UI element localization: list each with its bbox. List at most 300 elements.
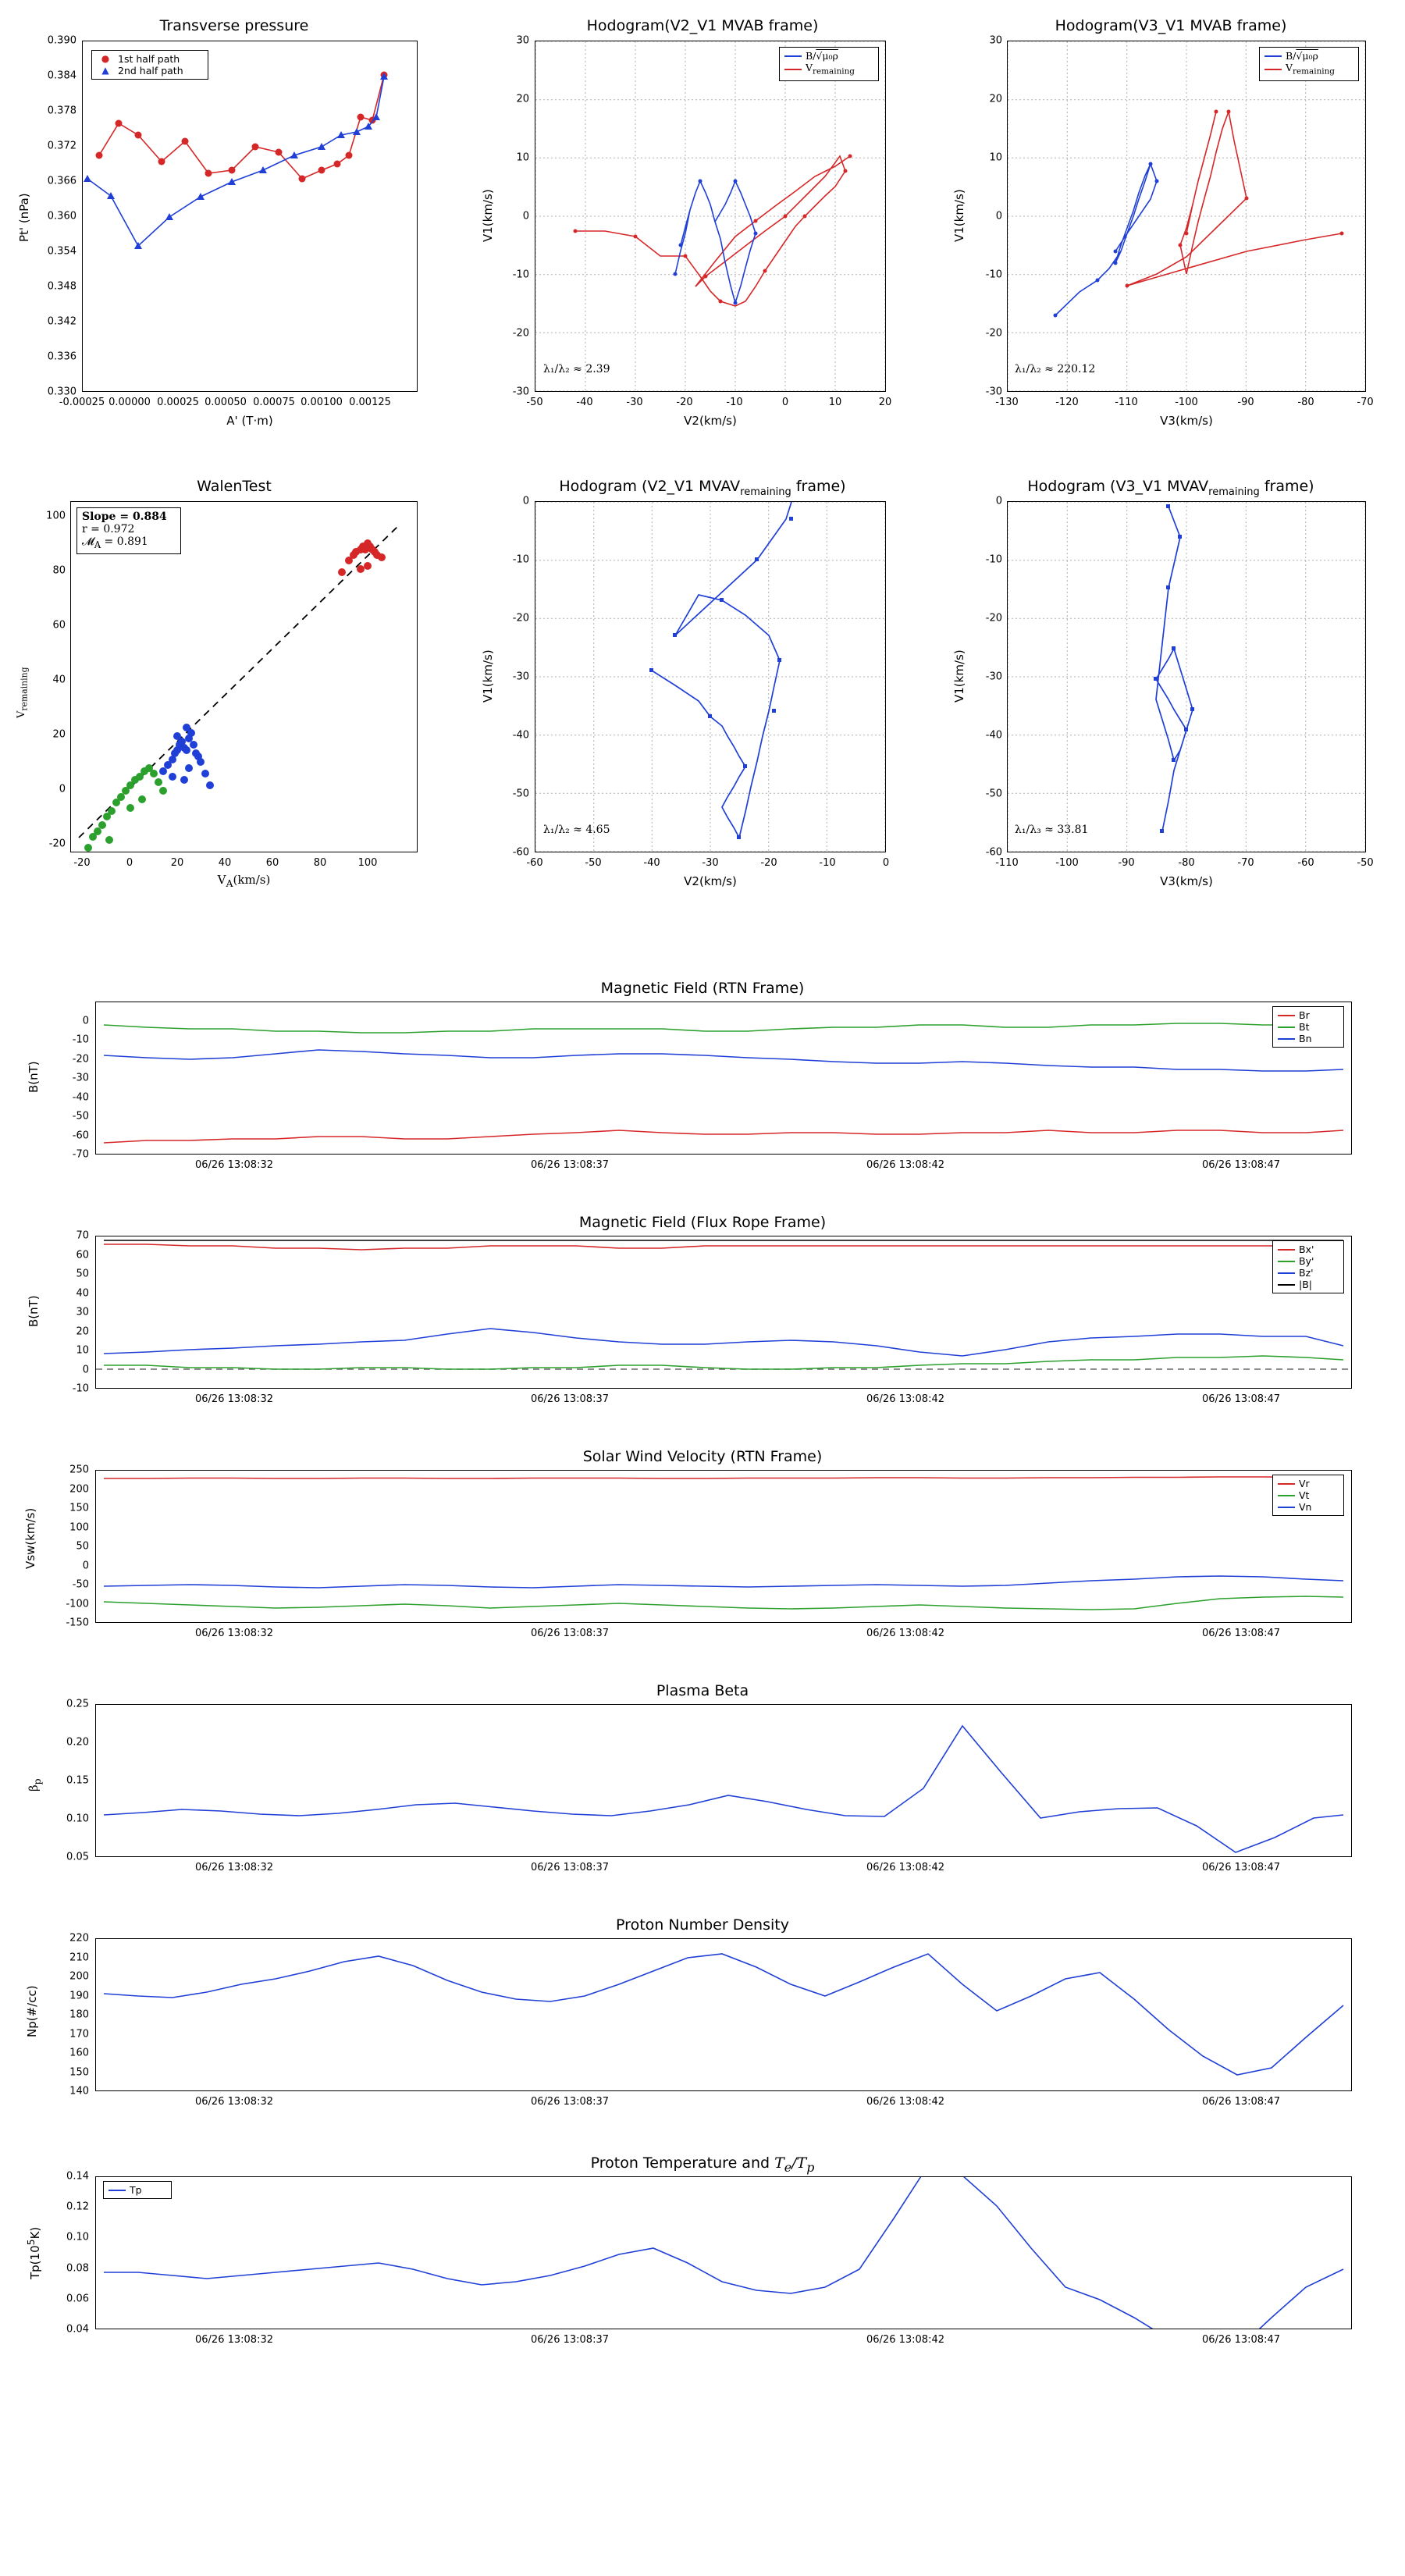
x-axis-label: V3(km/s) (1160, 414, 1213, 428)
xtick: 0.00025 (157, 397, 199, 408)
xtick: 06/26 13:08:42 (866, 1393, 944, 1405)
xtick: -70 (1357, 397, 1374, 408)
ytick: 150 (69, 1502, 89, 1514)
plot-area (1007, 41, 1366, 392)
ytick: 100 (69, 1521, 89, 1533)
panel-title: WalenTest (197, 478, 272, 495)
xtick: -80 (1297, 397, 1314, 408)
series-vr (104, 1477, 1343, 1478)
panel-proton-temperature (0, 2154, 1405, 2373)
tp-svg (96, 2177, 1351, 2329)
xtick: -10 (726, 397, 743, 408)
series-bt (104, 1023, 1343, 1033)
line-swatch-icon (1278, 1272, 1295, 1274)
ytick: 190 (69, 1990, 89, 2001)
plot-area (95, 1938, 1352, 2091)
ytick: 20 (52, 728, 66, 741)
legend-item: Bx' (1278, 1244, 1339, 1255)
panel-title: Hodogram (V2_V1 $MVAV_{remaining}$ frame) (559, 478, 846, 498)
mag-rtn-svg (96, 1002, 1351, 1154)
ytick: 140 (69, 2085, 89, 2097)
line-swatch-icon (1278, 1249, 1295, 1251)
xtick: 0 (781, 397, 789, 408)
xtick: 0 (882, 857, 890, 869)
panel-magnetic-field-rtn (0, 980, 1405, 1198)
series-vt (104, 1596, 1343, 1610)
ytick: -150 (66, 1617, 89, 1629)
ytick: 0 (995, 210, 1002, 222)
ytick: -10 (512, 269, 529, 281)
xtick: -40 (576, 397, 593, 408)
ytick: 0.372 (47, 140, 76, 152)
x-axis-label: A' (T·m) (226, 414, 273, 428)
x-axis-label: $V_A(km/s)$ (217, 873, 271, 889)
xtick: -100 (1055, 857, 1079, 869)
xtick: -10 (819, 857, 836, 869)
xtick: -90 (1237, 397, 1254, 408)
ytick: -30 (512, 671, 529, 683)
ytick: 40 (52, 674, 66, 686)
line-swatch-icon (1278, 1483, 1295, 1485)
ytick: 0.354 (47, 245, 76, 258)
legend-item: B/√μ₀ρ (1264, 50, 1353, 62)
y-axis-label: Vsw(km/s) (23, 1507, 37, 1569)
panel-plasma-beta (0, 1682, 1405, 1901)
panel-hodogram-v3v1-mvav (937, 468, 1405, 906)
ytick: -10 (72, 1034, 89, 1046)
line-swatch-icon (1278, 1284, 1295, 1286)
ytick: -20 (985, 612, 1002, 624)
legend-item: |B| (1278, 1279, 1339, 1290)
ytick: 0 (59, 783, 66, 795)
panel-title: Magnetic Field (RTN Frame) (600, 980, 805, 997)
legend-hodogram-v2v1-mvab (779, 47, 879, 81)
ytick: -40 (985, 729, 1002, 742)
ytick: 150 (69, 2066, 89, 2078)
xtick: -120 (1055, 397, 1079, 408)
legend-item: Br (1278, 1009, 1339, 1021)
ytick: -20 (985, 327, 1002, 340)
xtick: 06/26 13:08:42 (866, 2334, 944, 2346)
ytick: 0 (82, 1364, 89, 1375)
xtick: -90 (1118, 857, 1135, 869)
ytick: 40 (76, 1287, 89, 1299)
ytick: 0.390 (47, 34, 76, 47)
ytick: 30 (76, 1306, 89, 1318)
line-swatch-icon (1278, 1495, 1295, 1496)
series-trajectory (1156, 507, 1193, 831)
series-1st-half-line (99, 75, 384, 179)
panel-proton-number-density (0, 1916, 1405, 2135)
legend-solar-wind-velocity (1272, 1475, 1344, 1516)
legend-item: Tp (108, 2184, 166, 2196)
ytick: 0.12 (66, 2201, 89, 2213)
line-swatch-icon (1278, 1261, 1295, 1262)
xtick: 06/26 13:08:47 (1202, 2096, 1280, 2108)
ytick: -30 (985, 386, 1002, 398)
panel-title: Hodogram(V3_V1 MVAB frame) (1055, 17, 1287, 34)
ytick: -60 (72, 1130, 89, 1141)
ytick: 0.330 (47, 386, 76, 398)
hodogram-v2v1-mvab-svg (535, 41, 885, 391)
xtick: 06/26 13:08:47 (1202, 1393, 1280, 1405)
xtick: -60 (526, 857, 543, 869)
xtick: -30 (626, 397, 643, 408)
ytick: 50 (76, 1540, 89, 1553)
panel-title: Plasma Beta (656, 1682, 749, 1699)
plot-area (535, 41, 886, 392)
ytick: 200 (69, 1970, 89, 1983)
xtick: 06/26 13:08:32 (195, 2096, 273, 2108)
legend-item: Bn (1278, 1033, 1339, 1044)
y-axis-label: B(nT) (27, 1061, 41, 1093)
legend-item: Bt (1278, 1021, 1339, 1033)
legend-item: ● 1st half path (97, 53, 203, 65)
ytick: -50 (72, 1110, 89, 1123)
ytick: -20 (512, 612, 529, 624)
xtick: 0 (126, 857, 133, 869)
xtick: -110 (995, 857, 1019, 869)
ytick: 0.10 (66, 1813, 89, 1825)
ytick: 250 (69, 1464, 89, 1476)
xtick: -20 (676, 397, 693, 408)
panel-title: Transverse pressure (159, 17, 309, 34)
ytick: 30 (989, 34, 1002, 47)
series-b-alfven (1055, 164, 1157, 315)
ytick: -20 (512, 327, 529, 340)
legend-item: Bz' (1278, 1267, 1339, 1279)
xtick: 06/26 13:08:37 (531, 2334, 609, 2346)
line-swatch-icon (1278, 1015, 1295, 1016)
ytick: -30 (512, 386, 529, 398)
xtick: 06/26 13:08:47 (1202, 1628, 1280, 1639)
y-axis-label: B(nT) (27, 1295, 41, 1327)
plot-area (535, 501, 886, 852)
ytick: 100 (46, 510, 66, 522)
ytick: 0.25 (66, 1698, 89, 1710)
xtick: -100 (1175, 397, 1198, 408)
line-swatch-icon (784, 69, 802, 70)
xtick: 06/26 13:08:37 (531, 1862, 609, 1873)
ytick: -10 (512, 553, 529, 566)
ytick: 0 (995, 495, 1002, 507)
y-axis-label: V1(km/s) (952, 189, 966, 242)
legend-item: Vr (1278, 1478, 1339, 1489)
xtick: -50 (1357, 857, 1374, 869)
line-swatch-icon (1264, 69, 1282, 70)
legend-magnetic-field-flux-rope (1272, 1240, 1344, 1293)
series-v-remaining (1127, 112, 1342, 286)
ytick: -10 (985, 269, 1002, 281)
eigenvalue-ratio-annotation: λ₁/λ₃ ≈ 33.81 (1015, 824, 1089, 836)
panel-solar-wind-velocity (0, 1448, 1405, 1667)
series-trajectory-markers (649, 517, 793, 839)
xtick: -80 (1178, 857, 1195, 869)
walen-r: r = 0.972 (82, 523, 135, 535)
ytick: -10 (985, 553, 1002, 566)
ytick: 220 (69, 1932, 89, 1944)
legend-proton-temperature (103, 2181, 172, 2199)
ytick: 10 (516, 151, 529, 164)
line-swatch-icon (108, 2190, 126, 2191)
xtick: 06/26 13:08:32 (195, 1628, 273, 1639)
triangle-marker-icon: ▲ (101, 65, 109, 76)
xtick: 06/26 13:08:37 (531, 1159, 609, 1171)
ytick: -100 (66, 1598, 89, 1610)
ytick: -50 (512, 788, 529, 800)
xtick: -0.00025 (59, 397, 105, 408)
ytick: -10 (72, 1382, 89, 1395)
ytick: 210 (69, 1952, 89, 1963)
series-tp (104, 2177, 1343, 2329)
xtick: -20 (73, 857, 91, 869)
legend-item: $V_{remaining}$ (784, 62, 873, 78)
mag-fluxrope-svg (96, 1236, 1351, 1388)
hodogram-v2v1-mvav-svg (535, 502, 885, 852)
ytick: 0.14 (66, 2170, 89, 2183)
legend-item: $V_{remaining}$ (1264, 62, 1353, 78)
legend-item: Vn (1278, 1501, 1339, 1513)
xtick: 0.00050 (205, 397, 247, 408)
legend-hodogram-v3v1-mvab (1259, 47, 1359, 81)
xtick: 06/26 13:08:47 (1202, 1862, 1280, 1873)
series-trajectory (652, 502, 791, 838)
panel-title: Proton Number Density (616, 1916, 789, 1934)
ytick: 200 (69, 1483, 89, 1495)
series-v-remaining-markers (1126, 110, 1344, 288)
y-axis-label: Np(#/cc) (25, 1985, 39, 2037)
series-br (104, 1130, 1343, 1143)
eigenvalue-ratio-annotation: λ₁/λ₂ ≈ 4.65 (543, 824, 610, 836)
transverse-pressure-svg (83, 41, 417, 391)
panel-title: Hodogram (V3_V1 $MVAV_{remaining}$ frame) (1027, 478, 1314, 498)
panel-transverse-pressure (0, 8, 468, 445)
panel-title: Solar Wind Velocity (RTN Frame) (582, 1448, 823, 1465)
xtick: -50 (585, 857, 602, 869)
ytick: 160 (69, 2047, 89, 2059)
line-swatch-icon (784, 55, 802, 57)
legend-magnetic-field-rtn (1272, 1006, 1344, 1048)
xtick: 0.00000 (108, 397, 151, 408)
x-axis-label: V3(km/s) (1160, 874, 1213, 888)
xtick: 06/26 13:08:37 (531, 1393, 609, 1405)
line-swatch-icon (1264, 55, 1282, 57)
ytick: 0 (522, 210, 529, 222)
panel-walen-test (0, 468, 468, 906)
ytick: 60 (76, 1249, 89, 1261)
line-swatch-icon (1278, 1038, 1295, 1040)
line-swatch-icon (1278, 1507, 1295, 1508)
xtick: 100 (357, 857, 378, 869)
ytick: 0.10 (66, 2231, 89, 2243)
xtick: 60 (265, 857, 279, 869)
panel-hodogram-v2v1-mvab (468, 8, 937, 445)
series-bn (104, 1050, 1343, 1071)
series-vn (104, 1576, 1343, 1588)
series-cluster-green (71, 764, 167, 852)
ytick: 20 (516, 93, 529, 105)
ytick: -30 (72, 1072, 89, 1084)
ytick: 0.366 (47, 175, 76, 187)
legend-item: Vt (1278, 1489, 1339, 1501)
series-b-alfven (675, 181, 756, 303)
ytick: 80 (52, 564, 66, 577)
xtick: 06/26 13:08:32 (195, 1393, 273, 1405)
xtick: 06/26 13:08:37 (531, 1628, 609, 1639)
x-axis-label: V2(km/s) (684, 874, 737, 888)
series-by (104, 1356, 1343, 1369)
ytick: -20 (48, 838, 66, 850)
walen-stats-box (76, 507, 181, 554)
series-v-remaining-markers (574, 155, 852, 304)
xtick: -30 (702, 857, 719, 869)
panel-hodogram-v3v1-mvab (937, 8, 1405, 445)
xtick: 20 (170, 857, 184, 869)
series-bx (104, 1244, 1343, 1250)
xtick: 0.00125 (349, 397, 391, 408)
ytick: 0.15 (66, 1774, 89, 1787)
ytick: 60 (52, 619, 66, 632)
ytick: 180 (69, 2008, 89, 2021)
series-np (104, 1954, 1343, 2075)
panel-hodogram-v2v1-mvav (468, 468, 937, 906)
xtick: 0.00075 (253, 397, 295, 408)
vsw-svg (96, 1471, 1351, 1622)
ytick: 0.336 (47, 350, 76, 363)
y-axis-label: $\beta_p$ (27, 1778, 43, 1791)
ytick: 0.384 (47, 69, 76, 82)
ytick: 0.360 (47, 210, 76, 222)
xtick: 06/26 13:08:32 (195, 1862, 273, 1873)
x-axis-label: V2(km/s) (684, 414, 737, 428)
legend-item: B/√μ₀ρ (784, 50, 873, 62)
ytick: 50 (76, 1268, 89, 1280)
xtick: 06/26 13:08:37 (531, 2096, 609, 2108)
xtick: 80 (313, 857, 327, 869)
xtick: -70 (1237, 857, 1254, 869)
series-beta (104, 1726, 1343, 1852)
ytick: 0 (82, 1015, 89, 1026)
walen-slope: Slope = 0.884 (82, 511, 167, 523)
xtick: -50 (526, 397, 543, 408)
series-bz (104, 1329, 1343, 1356)
xtick: 40 (218, 857, 232, 869)
ytick: 0.342 (47, 315, 76, 328)
y-axis-label: $Tp(10^5K)$ (25, 2226, 42, 2279)
ytick: 0.348 (47, 280, 76, 293)
series-cluster-blue (159, 724, 214, 852)
ytick: -20 (72, 1053, 89, 1065)
plot-area (95, 1002, 1352, 1155)
xtick: 10 (828, 397, 842, 408)
ytick: 0 (82, 1560, 89, 1571)
hodogram-v3v1-mvav-svg (1008, 502, 1365, 852)
ytick: 30 (516, 34, 529, 47)
series-b-alfven-markers (674, 180, 758, 305)
line-swatch-icon (1278, 1026, 1295, 1028)
xtick: -60 (1297, 857, 1314, 869)
ytick: -40 (72, 1091, 89, 1103)
ytick: 10 (76, 1344, 89, 1357)
panel-magnetic-field-flux-rope (0, 1214, 1405, 1432)
xtick: 06/26 13:08:42 (866, 1159, 944, 1171)
ytick: 0.06 (66, 2293, 89, 2305)
ytick: 20 (989, 93, 1002, 105)
ytick: -70 (72, 1148, 89, 1161)
series-b-alfven-markers (1054, 162, 1159, 318)
xtick: -20 (760, 857, 777, 869)
ytick: 0.04 (66, 2323, 89, 2336)
ytick: 170 (69, 2028, 89, 2040)
ytick: 0.20 (66, 1736, 89, 1749)
legend-item: By' (1278, 1255, 1339, 1267)
beta-svg (96, 1705, 1351, 1856)
xtick: 06/26 13:08:32 (195, 2334, 273, 2346)
panel-title: Magnetic Field (Flux Rope Frame) (578, 1214, 827, 1231)
y-axis-label: V1(km/s) (952, 649, 966, 703)
plot-area (95, 1704, 1352, 1857)
ytick: 0.08 (66, 2262, 89, 2275)
series-1st-half-markers (96, 72, 388, 183)
plot-area (82, 41, 418, 392)
ytick: -60 (985, 846, 1002, 859)
legend-transverse-pressure (91, 50, 208, 80)
ytick: 0 (522, 495, 529, 507)
plot-area (95, 1470, 1352, 1623)
y-axis-label: Pt' (nPa) (17, 193, 31, 242)
xtick: 06/26 13:08:42 (866, 1628, 944, 1639)
ytick: 20 (76, 1325, 89, 1337)
walen-svg (71, 502, 417, 852)
ytick: -30 (985, 671, 1002, 683)
ytick: -50 (72, 1578, 89, 1591)
circle-marker-icon: ● (101, 53, 110, 64)
panel-title: Proton Temperature and $T_e/T_p$ (590, 2154, 815, 2175)
xtick: -130 (995, 397, 1019, 408)
walen-ma: 𝓜$_A$ = 0.891 (82, 535, 148, 550)
eigenvalue-ratio-annotation: λ₁/λ₂ ≈ 220.12 (1015, 363, 1096, 375)
ytick: -50 (985, 788, 1002, 800)
series-v-remaining (575, 156, 850, 306)
plot-area (1007, 501, 1366, 852)
xtick: -110 (1115, 397, 1138, 408)
ytick: -40 (512, 729, 529, 742)
panel-title: Hodogram(V2_V1 MVAB frame) (586, 17, 819, 34)
plot-area (95, 1236, 1352, 1389)
xtick: 06/26 13:08:42 (866, 1862, 944, 1873)
xtick: 06/26 13:08:47 (1202, 2334, 1280, 2346)
ytick: -60 (512, 846, 529, 859)
legend-item: ▲ 2nd half path (97, 65, 203, 76)
xtick: 06/26 13:08:47 (1202, 1159, 1280, 1171)
xtick: 06/26 13:08:42 (866, 2096, 944, 2108)
y-axis-label: V1(km/s) (481, 649, 495, 703)
np-svg (96, 1939, 1351, 2090)
ytick: 70 (76, 1229, 89, 1242)
plot-area (95, 2176, 1352, 2329)
xtick: 0.00100 (301, 397, 343, 408)
series-2nd-half-line (87, 76, 384, 246)
eigenvalue-ratio-annotation: λ₁/λ₂ ≈ 2.39 (543, 363, 610, 375)
y-axis-label: $V_{remaining}$ (16, 667, 30, 718)
xtick: 20 (878, 397, 892, 408)
ytick: 0.378 (47, 105, 76, 117)
ytick: 0.05 (66, 1851, 89, 1863)
ytick: 10 (989, 151, 1002, 164)
y-axis-label: V1(km/s) (481, 189, 495, 242)
xtick: 06/26 13:08:32 (195, 1159, 273, 1171)
hodogram-v3v1-mvab-svg (1008, 41, 1365, 391)
